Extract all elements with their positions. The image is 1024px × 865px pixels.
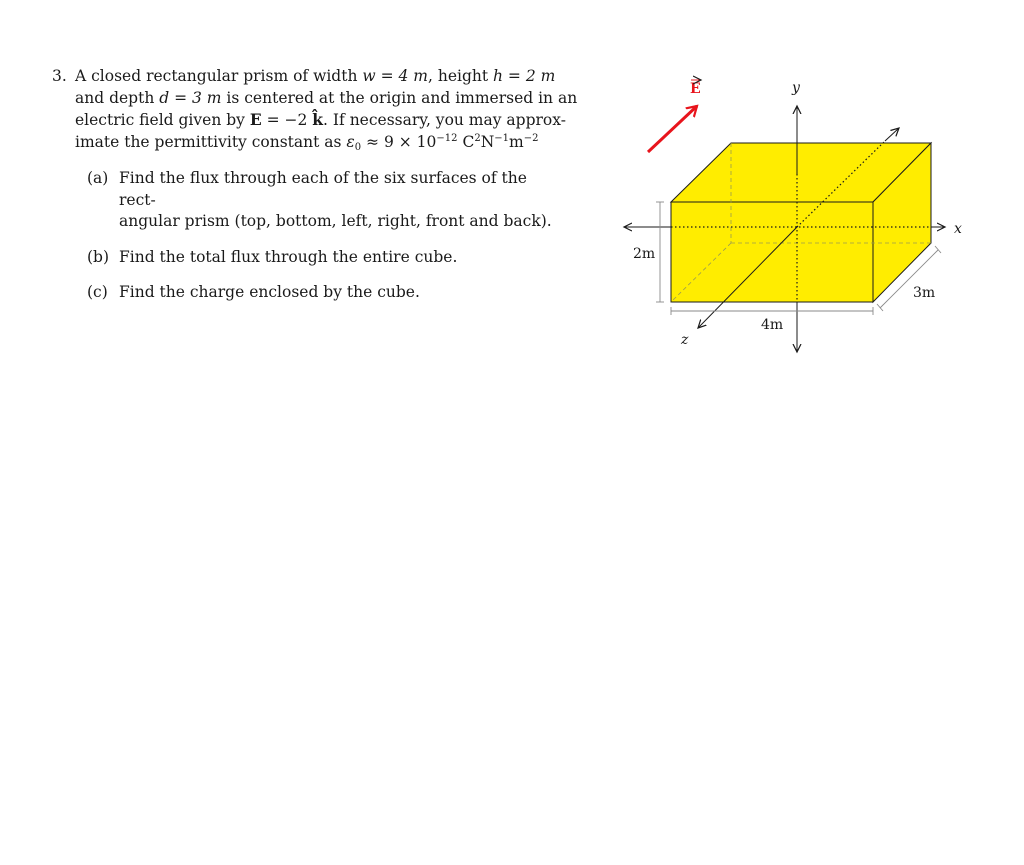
part-c [75,282,562,304]
width-label: 4m [761,317,784,333]
width-dimension [671,307,873,315]
statement-line-3: electric field given by E = −2 k̂. If necessary, you may approx- [75,110,566,129]
prism-diagram [600,60,1000,370]
width-value: w = 4 m [362,67,428,85]
problem-statement [75,66,578,304]
part-text-line: Find the total flux through the entire cube. [119,247,458,266]
height-value: h = 2 m [493,67,556,85]
prism-figure [600,60,1000,370]
parts-list [75,168,562,304]
part-text-line: Find the charge enclosed by the cube. [119,283,420,301]
part-label: (b) [87,247,110,266]
part-label: (c) [87,283,108,301]
unit-vector-k: k̂ [312,110,324,129]
x-axis-label: x [954,221,962,237]
problem-3 [52,66,578,318]
statement-line-2: and depth d = 3 m is centered at the origin and immersed in an [75,88,578,107]
statement-line-4: imate the permittivity constant as $\varepsilon_0 \approx 9 \times 10^{-12}$ $C^2N^{-1}m^{-2}$ [75,132,539,153]
field-label: E [690,81,701,97]
part-label: (a) [87,169,109,187]
z-axis-label: z [681,332,689,348]
part-a [75,168,562,233]
part-b [75,247,562,269]
statement-line-1: A closed rectangular prism of width w = 4 m, height h = 2 m [75,67,556,85]
depth-value: d = 3 m [159,88,222,107]
height-label: 2m [633,246,656,262]
field-vector-symbol: E [249,110,262,129]
depth-label: 3m [913,285,936,301]
y-axis-label: y [792,80,800,96]
height-dimension [656,202,664,302]
z-axis-back-tip [885,128,899,141]
epsilon-symbol: ε [346,132,355,151]
problem-number: 3. [52,67,67,85]
part-text-line: Find the flux through each of the six surfaces of the rect- [119,169,527,209]
field-arrow [648,106,697,152]
depth-dimension-tick [877,304,883,311]
part-text-line: angular prism (top, bottom, left, right, front and back). [119,212,552,230]
